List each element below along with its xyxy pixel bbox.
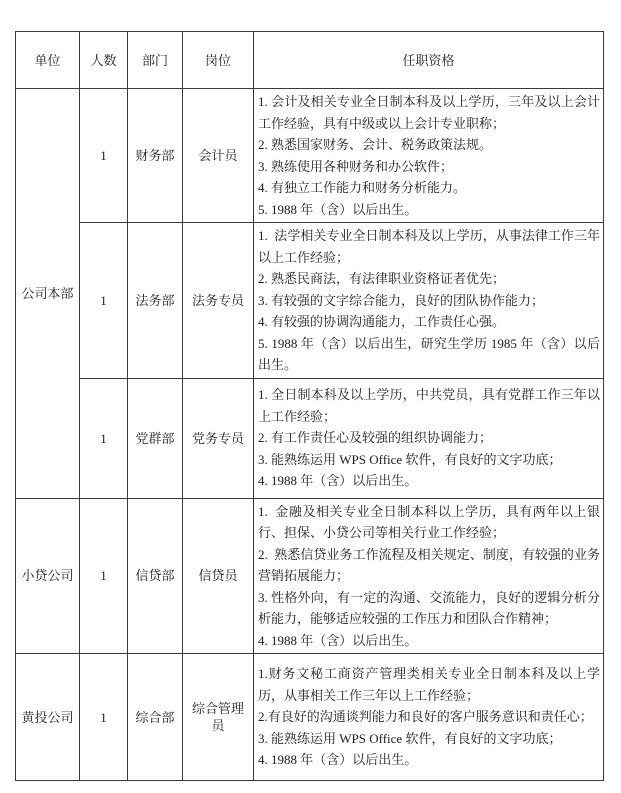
unit-cell: 小贷公司 xyxy=(16,498,80,654)
qualification-line: 4. 1988 年（含）以后出生。 xyxy=(258,752,418,768)
count-cell: 1 xyxy=(80,498,128,654)
position-cell: 党务专员 xyxy=(183,378,254,498)
header-cell-count: 人数 xyxy=(80,32,128,89)
qualification-line: 3. 有较强的文字综合能力，良好的团队协作能力； xyxy=(258,292,545,308)
count-cell: 1 xyxy=(80,378,128,498)
qualification-line: 2. 熟悉信贷业务工作流程及相关规定、制度，有较强的业务营销拓展能力； xyxy=(258,546,600,583)
table-row xyxy=(16,89,604,223)
position-cell: 综合管理员 xyxy=(183,654,254,781)
qualification-line: 1.财务文秘工商资产管理类相关专业全日制本科及以上学历，从事相关工作三年以上工作经验； xyxy=(258,666,600,703)
unit-cell: 黄投公司 xyxy=(16,654,80,781)
count-cell: 1 xyxy=(80,654,128,781)
qualification-line: 3. 性格外向，有一定的沟通、交流能力，良好的逻辑分析分析能力，能够适应较强的工作压力和团队合作精神； xyxy=(258,589,600,626)
qualification-line: 2. 熟悉民商法，有法律职业资格证者优先； xyxy=(258,271,506,286)
qualification-line: 2. 有工作责任心及较强的组织协调能力； xyxy=(258,430,493,446)
dept-cell: 党群部 xyxy=(128,378,183,498)
count-cell: 1 xyxy=(80,89,128,223)
qualification-line: 1. 法学相关专业全日制本科及以上学历，从事法律工作三年以上工作经验； xyxy=(258,228,600,265)
qualification-line: 2.有良好的沟通谈判能力和良好的客户服务意识和责任心； xyxy=(258,709,593,725)
qualification-line: 5. 1988 年（含）以后出生。 xyxy=(258,201,418,217)
count-cell: 1 xyxy=(80,223,128,379)
qualifications-cell xyxy=(254,378,604,498)
position-cell: 法务专员 xyxy=(183,223,254,379)
header-cell-unit: 单位 xyxy=(16,32,80,89)
dept-cell: 综合部 xyxy=(128,654,183,781)
qualification-line: 1. 会计及相关专业全日制本科及以上学历，三年及以上会计工作经验，具有中级或以上会计专业职称； xyxy=(258,94,600,131)
header-cell-qualifications: 任职资格 xyxy=(254,32,604,89)
position-cell: 信贷员 xyxy=(183,498,254,654)
qualification-line: 2. 熟悉国家财务、会计、税务政策法规。 xyxy=(258,137,493,152)
table-row xyxy=(16,223,604,379)
table-row xyxy=(16,654,604,781)
qualifications-cell xyxy=(254,498,604,654)
unit-cell: 公司本部 xyxy=(16,89,80,499)
qualification-line: 4. 1988 年（含）以后出生。 xyxy=(258,473,418,489)
qualification-line: 1. 金融及相关专业全日制本科以上学历，具有两年以上银行、担保、小贷公司等相关行业工作经验； xyxy=(258,503,600,540)
header-cell-dept: 部门 xyxy=(128,32,183,89)
qualification-line: 4. 有独立工作能力和财务分析能力。 xyxy=(258,180,467,195)
table-row xyxy=(16,498,604,654)
qualifications-cell xyxy=(254,89,604,223)
qualification-line: 3. 能熟练运用 WPS Office 软件，有良好的文字功底； xyxy=(258,451,562,467)
dept-cell: 法务部 xyxy=(128,223,183,379)
qualification-line: 1. 全日制本科及以上学历，中共党员，具有党群工作三年以上工作经验； xyxy=(258,387,600,424)
table-row xyxy=(16,378,604,498)
header-row xyxy=(16,32,604,89)
position-cell: 会计员 xyxy=(183,89,254,223)
qualification-line: 4. 1988 年（含）以后出生。 xyxy=(258,632,418,648)
dept-cell: 财务部 xyxy=(128,89,183,223)
qualification-line: 5. 1988 年（含）以后出生，研究生学历 1985 年（含）以后出生。 xyxy=(258,335,600,372)
qualification-line: 3. 熟练使用各种财务和办公软件； xyxy=(258,158,454,174)
qualifications-cell xyxy=(254,654,604,781)
recruitment-table xyxy=(15,31,604,781)
qualifications-cell xyxy=(254,223,604,379)
qualification-line: 4. 有较强的协调沟通能力，工作责任心强。 xyxy=(258,314,506,329)
qualification-line: 3. 能熟练运用 WPS Office 软件，有良好的文字功底； xyxy=(258,730,562,746)
header-cell-position: 岗位 xyxy=(183,32,254,89)
dept-cell: 信贷部 xyxy=(128,498,183,654)
